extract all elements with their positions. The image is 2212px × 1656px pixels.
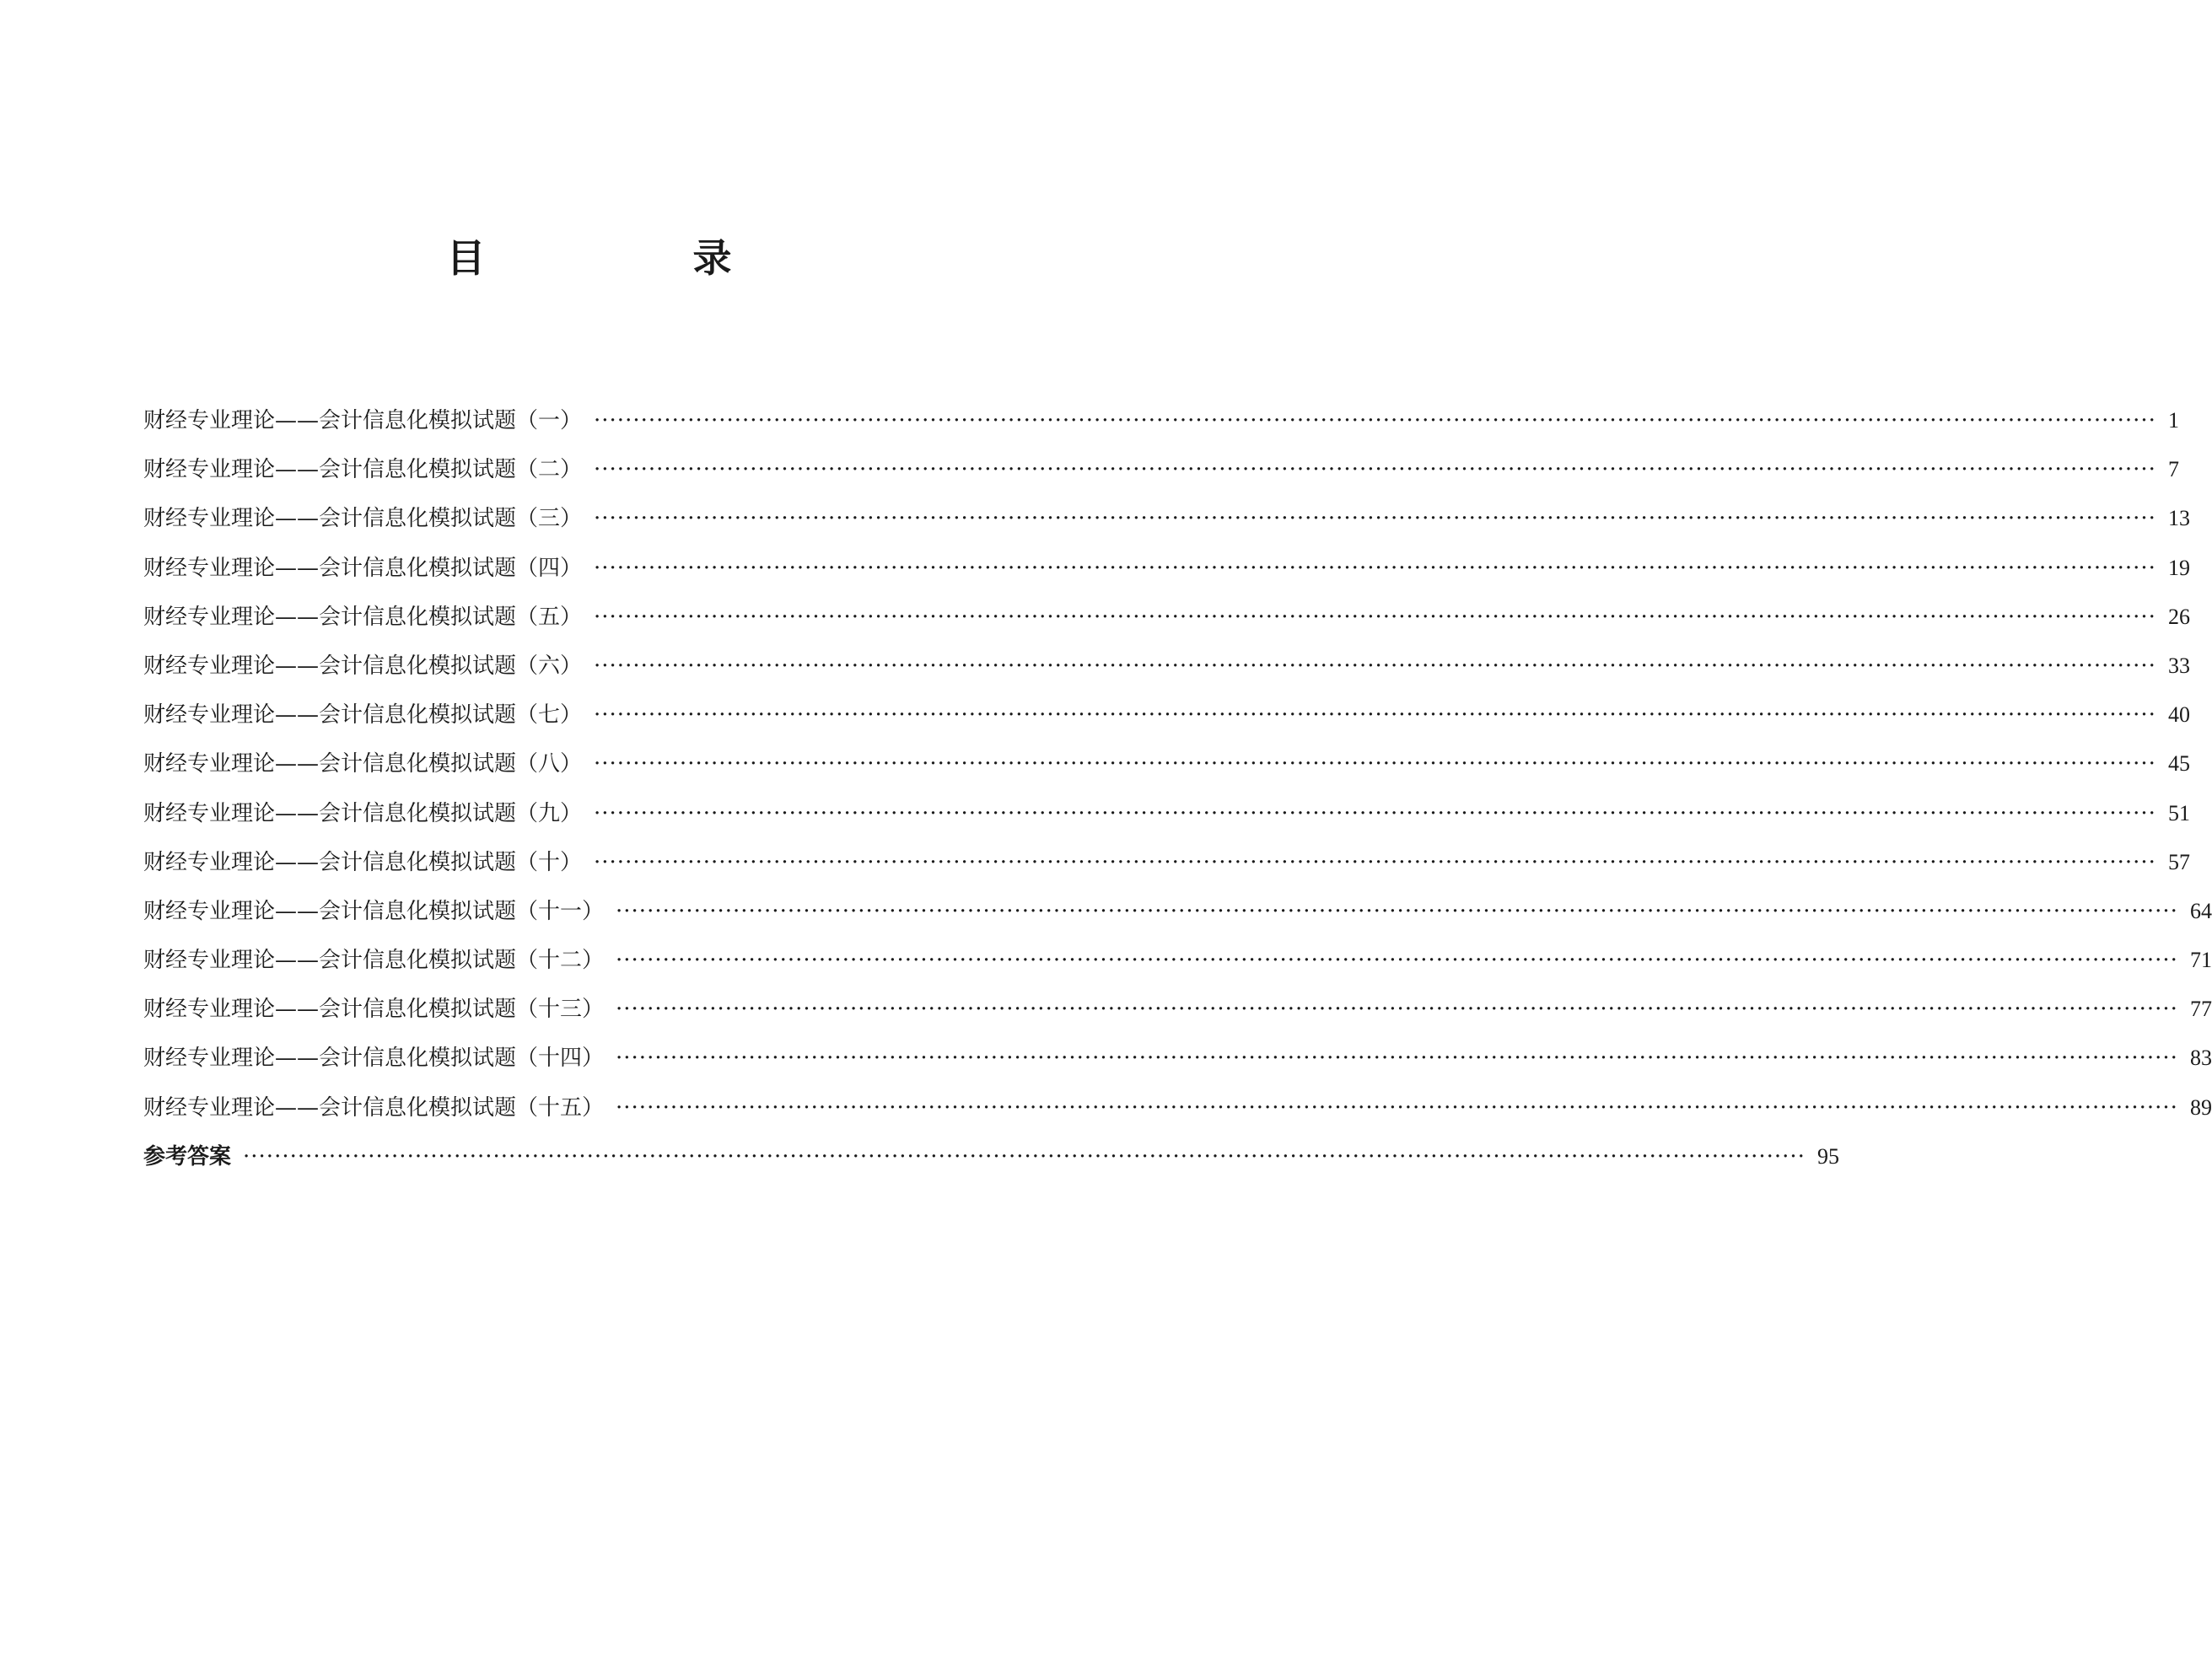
toc-entry[interactable] [143, 544, 2190, 593]
toc-entry[interactable] [143, 445, 2179, 494]
toc-entry-label: 财经专业理论——会计信息化模拟试题（三） [143, 506, 583, 532]
toc-entry[interactable] [143, 1083, 2212, 1132]
toc-entry-answers[interactable] [143, 1132, 1839, 1181]
toc-entry-page: 83 [2189, 1046, 2212, 1071]
toc-entry-label: 财经专业理论——会计信息化模拟试题（一） [143, 408, 583, 433]
toc-entry[interactable] [143, 1034, 2212, 1083]
toc-entry-page: 7 [2167, 457, 2179, 482]
page-title: 目 录 [446, 235, 816, 281]
toc-entry[interactable] [143, 887, 2212, 936]
toc-entry-label: 财经专业理论——会计信息化模拟试题（十一） [143, 898, 605, 924]
toc-entry-label: 财经专业理论——会计信息化模拟试题（十） [143, 849, 583, 875]
toc-entry-label: 财经专业理论——会计信息化模拟试题（四） [143, 555, 583, 581]
toc-dot-leader: ········································································································································································································ [243, 1143, 1806, 1169]
toc-entry[interactable] [143, 593, 2190, 642]
toc-dot-leader: ········································································································································································································ [616, 948, 2178, 974]
toc-dot-leader: ········································································································································································································ [594, 751, 2156, 777]
toc-dot-leader: ········································································································································································································ [594, 653, 2156, 679]
toc-entry-label: 财经专业理论——会计信息化模拟试题（五） [143, 604, 583, 630]
toc-entry-page: 51 [2167, 800, 2190, 825]
toc-entry[interactable] [143, 936, 2212, 985]
toc-dot-leader: ········································································································································································································ [594, 702, 2156, 729]
toc-entry-label: 财经专业理论——会计信息化模拟试题（七） [143, 702, 583, 729]
toc-entry-page: 57 [2167, 849, 2190, 874]
toc-dot-leader: ········································································································································································································ [594, 604, 2156, 630]
toc-entry-page: 40 [2167, 702, 2190, 728]
toc-entry-label: 财经专业理论——会计信息化模拟试题（十三） [143, 997, 605, 1023]
toc-entry[interactable] [143, 789, 2190, 838]
toc-entry-label: 财经专业理论——会计信息化模拟试题（八） [143, 751, 583, 777]
toc-entry-label: 财经专业理论——会计信息化模拟试题（六） [143, 653, 583, 679]
toc-entry-page: 33 [2167, 653, 2190, 678]
toc-entry-page: 64 [2189, 898, 2212, 923]
toc-entry-label: 财经专业理论——会计信息化模拟试题（十四） [143, 1046, 605, 1072]
toc-entry[interactable] [143, 838, 2190, 887]
toc-entry[interactable] [143, 396, 2179, 445]
toc-entry-label: 参考答案 [143, 1143, 232, 1169]
toc-dot-leader: ········································································································································································································ [594, 849, 2156, 875]
toc-dot-leader: ········································································································································································································ [594, 800, 2156, 826]
toc-dot-leader: ········································································································································································································ [594, 506, 2156, 532]
toc-dot-leader: ········································································································································································································ [594, 457, 2156, 483]
toc-entry[interactable] [143, 985, 2212, 1034]
toc-dot-leader: ········································································································································································································ [616, 1046, 2178, 1072]
toc-entry-page: 71 [2189, 948, 2212, 973]
toc-entry-page: 1 [2167, 408, 2179, 433]
toc-entry-page: 45 [2167, 751, 2190, 777]
toc-entry-page: 19 [2167, 555, 2190, 580]
toc-entry-page: 77 [2189, 997, 2212, 1022]
toc-entry-label: 财经专业理论——会计信息化模拟试题（十五） [143, 1094, 605, 1121]
toc-entry[interactable] [143, 494, 2190, 543]
toc-dot-leader: ········································································································································································································ [594, 408, 2156, 433]
toc-list [143, 396, 2212, 1181]
toc-entry-page: 95 [1816, 1143, 1839, 1169]
toc-dot-leader: ········································································································································································································ [594, 555, 2156, 581]
toc-entry-page: 89 [2189, 1094, 2212, 1120]
toc-entry[interactable] [143, 642, 2190, 691]
toc-entry[interactable] [143, 691, 2190, 739]
toc-entry-page: 26 [2167, 604, 2190, 629]
toc-entry-page: 13 [2167, 506, 2190, 531]
toc-dot-leader: ········································································································································································································ [616, 997, 2178, 1023]
toc-entry[interactable] [143, 739, 2190, 788]
toc-entry-label: 财经专业理论——会计信息化模拟试题（十二） [143, 948, 605, 974]
toc-dot-leader: ········································································································································································································ [616, 898, 2178, 924]
toc-entry-label: 财经专业理论——会计信息化模拟试题（九） [143, 800, 583, 826]
toc-dot-leader: ········································································································································································································ [616, 1094, 2178, 1121]
toc-entry-label: 财经专业理论——会计信息化模拟试题（二） [143, 457, 583, 483]
